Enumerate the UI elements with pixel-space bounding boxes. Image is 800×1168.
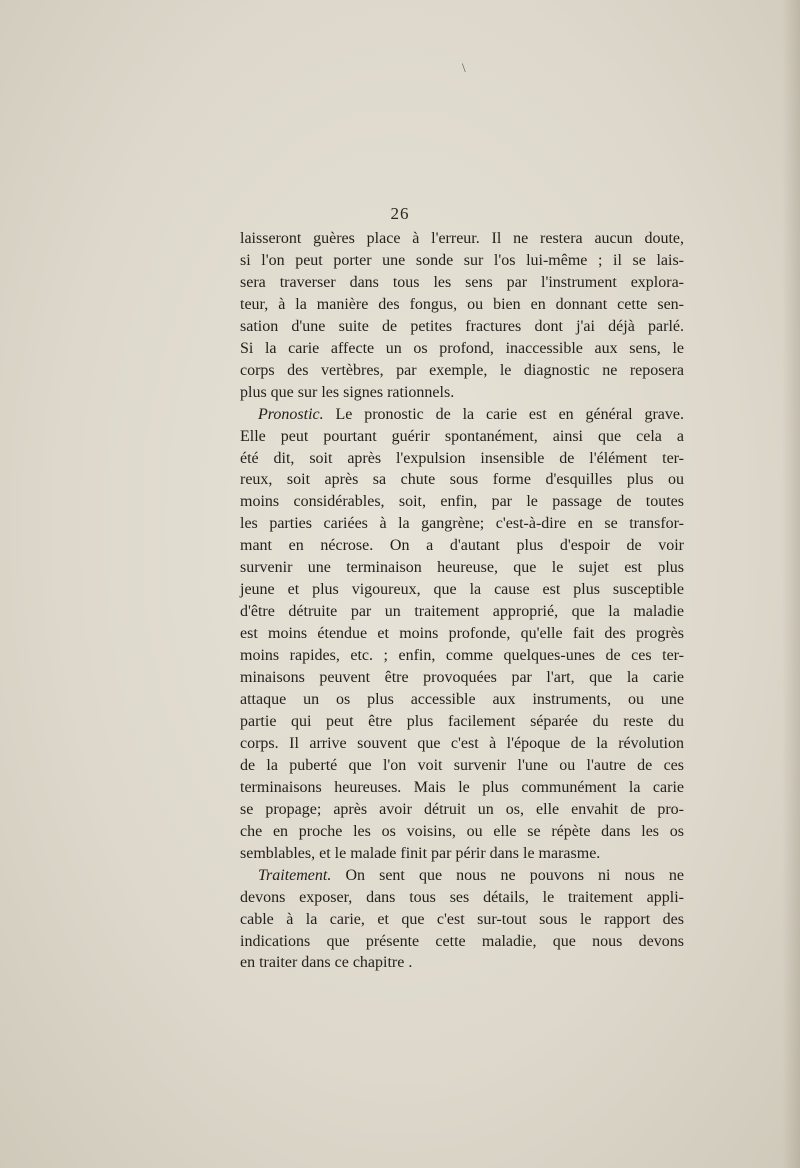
line-text: mant en nécrose. On a d'autant plus d'espoir de voir — [240, 537, 684, 555]
text-line — [240, 777, 684, 799]
line-text: les parties cariées à la gangrène; c'est-à-dire en se transfor- — [240, 515, 684, 533]
text-line — [240, 821, 684, 843]
line-text: minaisons peuvent être provoquées par l'art, que la carie — [240, 669, 684, 687]
line-text: moins considérables, soit, enfin, par le passage de toutes — [240, 493, 684, 511]
text-line — [240, 469, 684, 491]
text-line — [240, 513, 684, 535]
line-text: che en proche les os voisins, ou elle se répète dans les os — [240, 822, 684, 840]
line-text: plus que sur les signes rationnels. — [240, 383, 455, 401]
line-text: de la puberté que l'on voit survenir l'une ou l'autre de ces — [240, 756, 684, 774]
text-line — [240, 645, 684, 667]
text-line — [240, 909, 684, 931]
line-text: sera traverser dans tous les sens par l'instrument explora- — [240, 273, 684, 291]
text-line — [240, 711, 684, 733]
line-text: jeune et plus vigoureux, que la cause est plus susceptible — [240, 581, 684, 599]
line-text: attaque un os plus accessible aux instruments, ou une — [240, 691, 684, 709]
text-line — [240, 931, 684, 953]
line-text: partie qui peut être plus facilement séparée du reste du — [240, 712, 684, 730]
line-text: est moins étendue et moins profonde, qu'elle fait des progrès — [240, 625, 684, 643]
line-text: semblables, et le malade finit par périr dans le marasme. — [240, 844, 601, 862]
page-number: 26 — [390, 204, 410, 223]
text-line — [240, 404, 684, 426]
text-line — [240, 228, 684, 250]
text-line — [240, 799, 684, 821]
line-text: en traiter dans ce chapitre . — [240, 954, 413, 972]
text-line — [240, 557, 684, 579]
line-text: corps. Il arrive souvent que c'est à l'époque de la révolution — [240, 734, 684, 752]
line-text: teur, à la manière des fongus, ou bien en donnant cette sen- — [240, 295, 684, 313]
text-line — [240, 338, 684, 360]
line-text: sation d'une suite de petites fractures dont j'ai déjà parlé. — [240, 317, 684, 335]
section-heading: Pronostic. — [258, 405, 324, 423]
line-text: indications que présente cette maladie, que nous devons — [240, 932, 684, 950]
line-text: moins rapides, etc. ; enfin, comme quelques-unes de ces ter- — [240, 647, 684, 665]
text-line — [240, 887, 684, 909]
ink-mark: \ — [462, 60, 466, 75]
line-text: Elle peut pourtant guérir spontanément, ainsi que cela a — [240, 427, 684, 445]
text-line — [240, 623, 684, 645]
line-text: Le pronostic de la carie est en général grave. — [323, 405, 684, 423]
text-line — [240, 843, 684, 865]
line-text: survenir une terminaison heureuse, que le sujet est plus — [240, 559, 684, 577]
text-line — [240, 667, 684, 689]
text-line — [240, 426, 684, 448]
text-line — [240, 755, 684, 777]
text-line — [240, 601, 684, 623]
line-text: Si la carie affecte un os profond, inaccessible aux sens, le — [240, 339, 684, 357]
line-text: cable à la carie, et que c'est sur-tout sous le rapport des — [240, 910, 684, 928]
line-text: reux, soit après sa chute sous forme d'esquilles plus ou — [240, 471, 684, 489]
text-line — [240, 491, 684, 513]
text-line — [240, 316, 684, 338]
line-text: d'être détruite par un traitement approprié, que la maladie — [240, 603, 684, 621]
body-text — [240, 228, 684, 974]
page-edge-shadow — [782, 0, 800, 1168]
line-text: été dit, soit après l'expulsion insensible de l'élément ter- — [240, 449, 684, 467]
text-line — [240, 952, 684, 974]
text-line — [240, 579, 684, 601]
text-line — [240, 382, 684, 404]
text-line — [240, 865, 684, 887]
line-text: laisseront guères place à l'erreur. Il ne restera aucun doute, — [240, 230, 684, 247]
text-line — [240, 250, 684, 272]
line-text: terminaisons heureuses. Mais le plus communément la carie — [240, 778, 684, 796]
text-line — [240, 448, 684, 470]
text-line — [240, 733, 684, 755]
text-line — [240, 272, 684, 294]
text-line — [240, 360, 684, 382]
text-line — [240, 294, 684, 316]
line-text: devons exposer, dans tous ses détails, le traitement appli- — [240, 888, 684, 906]
section-heading: Traitement. — [258, 866, 332, 884]
text-line — [240, 689, 684, 711]
text-line — [240, 535, 684, 557]
line-text: On sent que nous ne pouvons ni nous ne — [331, 866, 684, 884]
line-text: se propage; après avoir détruit un os, elle envahit de pro- — [240, 800, 684, 818]
line-text: si l'on peut porter une sonde sur l'os lui-même ; il se lais- — [240, 251, 684, 269]
line-text: corps des vertèbres, par exemple, le diagnostic ne reposera — [240, 361, 684, 379]
